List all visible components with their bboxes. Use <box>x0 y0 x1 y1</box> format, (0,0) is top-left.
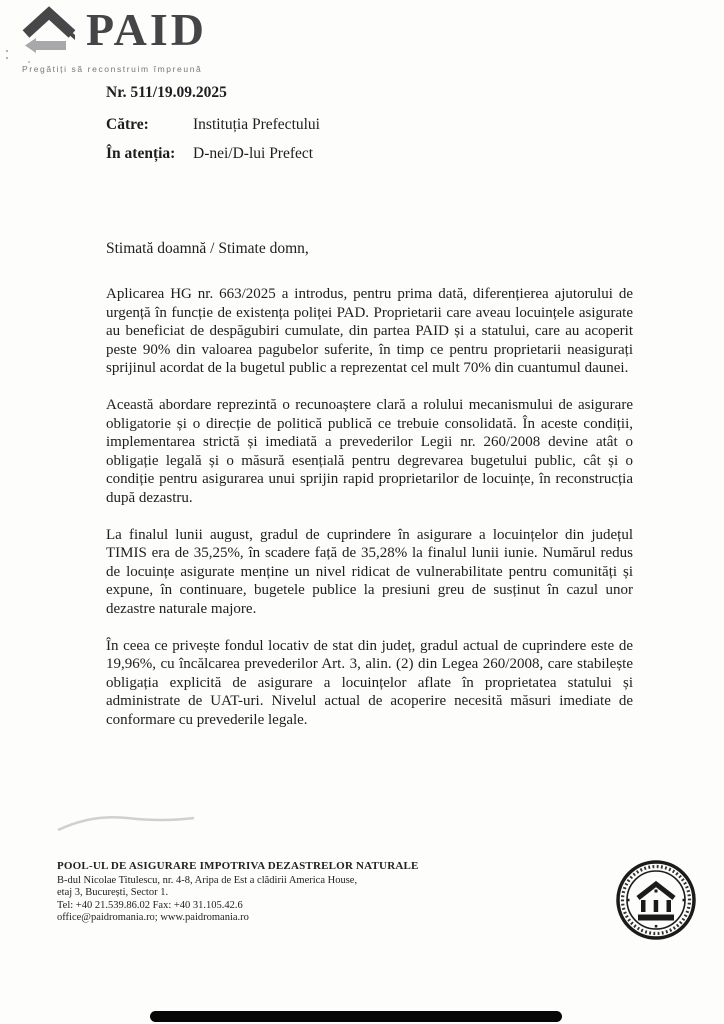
letter-body <box>106 240 633 747</box>
letterhead <box>22 6 207 74</box>
scan-edge-bar <box>150 1011 562 1022</box>
recipient-label: Către: <box>106 116 149 133</box>
address-line-2: etaj 3, București, Sector 1. <box>57 887 169 899</box>
round-seal-house-icon <box>614 858 698 942</box>
footer-contact-block <box>57 860 419 925</box>
brand-name: PAID <box>86 4 208 55</box>
phone-fax-line: Tel: +40 21.539.86.02 Fax: +40 31.105.42.6 <box>57 899 243 911</box>
salutation: Stimată doamnă / Stimate domn, <box>106 240 309 257</box>
paragraph-3: La finalul lunii august, gradul de cuprindere în asigurare a locuințelor din județul TIMIS era de 35,25%, în scadere față de 35,28% la finalul lunii iunie. Numărul redus de locuințe asigurate menține un nivel ridicat de vulnerabilitate pentru comunități și expune, în continuare, bugetele publice la presiuni greu de susținut în cazul unor dezastre naturale majore. <box>106 526 633 617</box>
email-web-line: office@paidromania.ro; www.paidromania.ro <box>57 912 249 924</box>
scan-speck <box>6 57 8 59</box>
recipient-row <box>106 116 320 134</box>
scan-speck <box>28 61 30 63</box>
attention-label: În atenția: <box>106 145 176 162</box>
paragraph-1: Aplicarea HG nr. 663/2025 a introdus, pentru prima dată, diferențierea ajutorului de urgență în funcție de existența poliței PAD. Proprietarii care aveau locuințele asigurate au beneficiat de despăgubiri cumulate, din partea PAID și a statului, care au acoperit peste 90% din valoarea pagubelor suferite, în timp ce pentru proprietarii neasigurați sprijinul acordat de la bugetul public a reprezentat cel mult 70% din cuantumul daunei. <box>106 286 633 377</box>
paragraph-4: În ceea ce privește fondul locativ de stat din județ, gradul actual de cuprindere este de 19,96%, cu încălcarea prevederilor Art. 3, alin. (2) din Legea 260/2008, care stabilește obligația explicită de asigurare a locuințelor aflate în proprietatea statului și administrate de UAT-uri. Nivelul actual de acoperire necesită măsuri imediate de conformare cu prevederile legale. <box>106 637 633 728</box>
recipient-value: Instituția Prefectului <box>193 116 320 133</box>
attention-row <box>106 145 313 163</box>
reference-number: Nr. 511/19.09.2025 <box>106 84 227 101</box>
pencil-smudge <box>52 806 202 841</box>
paragraph-2: Această abordare reprezintă o recunoaștere clară a rolului mecanismului de asigurare obligatorie și o direcție de politică publică ce trebuie consolidată. În aceste condiții, implementarea strictă și imediată a prevederilor Legii nr. 260/2008 devine atât o obligație legală și o măsură esențială pentru degrevarea bugetului public, cât și o condiție pentru asigurarea unui sprijin rapid proprietarilor de locuințe, în reconstrucția după dezastru. <box>106 396 633 506</box>
attention-value: D-nei/D-lui Prefect <box>193 145 314 162</box>
paid-house-logo-icon <box>22 6 78 63</box>
scan-speck <box>6 50 8 52</box>
address-line-1: B-dul Nicolae Titulescu, nr. 4-8, Aripa de Est a clădirii America House, <box>57 874 358 886</box>
brand-tagline: Pregătiți să reconstruim împreună <box>22 64 203 74</box>
company-name: POOL-UL DE ASIGURARE IMPOTRIVA DEZASTRELOR NATURALE <box>57 860 419 872</box>
